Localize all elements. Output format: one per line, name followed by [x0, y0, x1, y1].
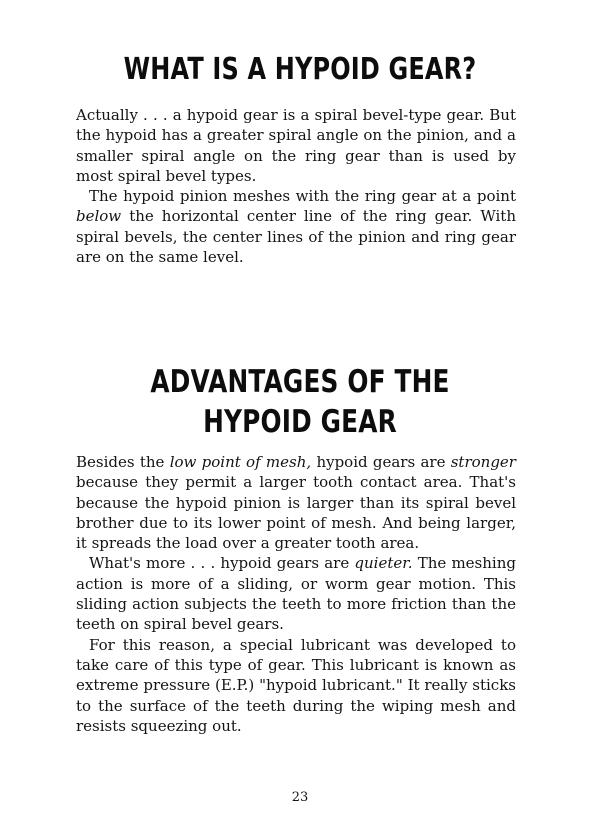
emphasis-text: below: [76, 207, 122, 226]
section-title-advantages: [60, 362, 540, 442]
text-run: The hypoid pinion meshes with the ring gear at a point: [89, 187, 516, 206]
text-run: hypoid gears are: [311, 453, 451, 471]
text-run: the horizontal center line of the ring gear. With spiral bevels, the center lines of the pinion and ring gear are on the same level.: [76, 207, 516, 267]
paragraph: For this reason, a special lubricant was developed to take care of this type of gear. This lubricant is known as extreme pressure (E.P.) "hypoid lubricant." It really sticks to the surface of the teeth during the wiping mesh and resists squeezing out.: [76, 635, 516, 735]
text-run: Besides the: [76, 453, 170, 471]
text-run: The meshing action is more of a sliding, or worm gear motion. This sliding action subjects the teeth to more friction than the teeth on spiral bevel gears.: [76, 554, 516, 634]
paragraph: [76, 553, 516, 634]
paragraph: [76, 452, 516, 553]
emphasis-text: quieter.: [354, 554, 413, 573]
title-line: HYPOID GEAR: [203, 404, 397, 440]
text-run: What's more . . . hypoid gears are: [89, 554, 355, 573]
title-line: ADVANTAGES OF THE: [150, 364, 450, 400]
section-body-what-is-hypoid: [76, 105, 516, 267]
emphasis-text: stronger: [450, 453, 516, 471]
paragraph: Actually . . . a hypoid gear is a spiral bevel-type gear. But the hypoid has a greater spiral angle on the pinion, and a smaller spiral angle on the ring gear than is used by most spiral bevel types.: [76, 106, 516, 185]
emphasis-text: low point of mesh,: [169, 453, 312, 471]
paragraph: [76, 186, 516, 267]
text-run: because they permit a larger tooth contact area. That's because the hypoid pinion is larger than its spiral bevel brother due to its lower point of mesh. And being larger, it spreads the load over a greater tooth area.: [76, 473, 516, 553]
section-body-advantages: [76, 452, 516, 736]
page-number: 23: [291, 790, 309, 805]
section-title-hypoid-gear: WHAT IS A HYPOID GEAR?: [123, 52, 477, 87]
